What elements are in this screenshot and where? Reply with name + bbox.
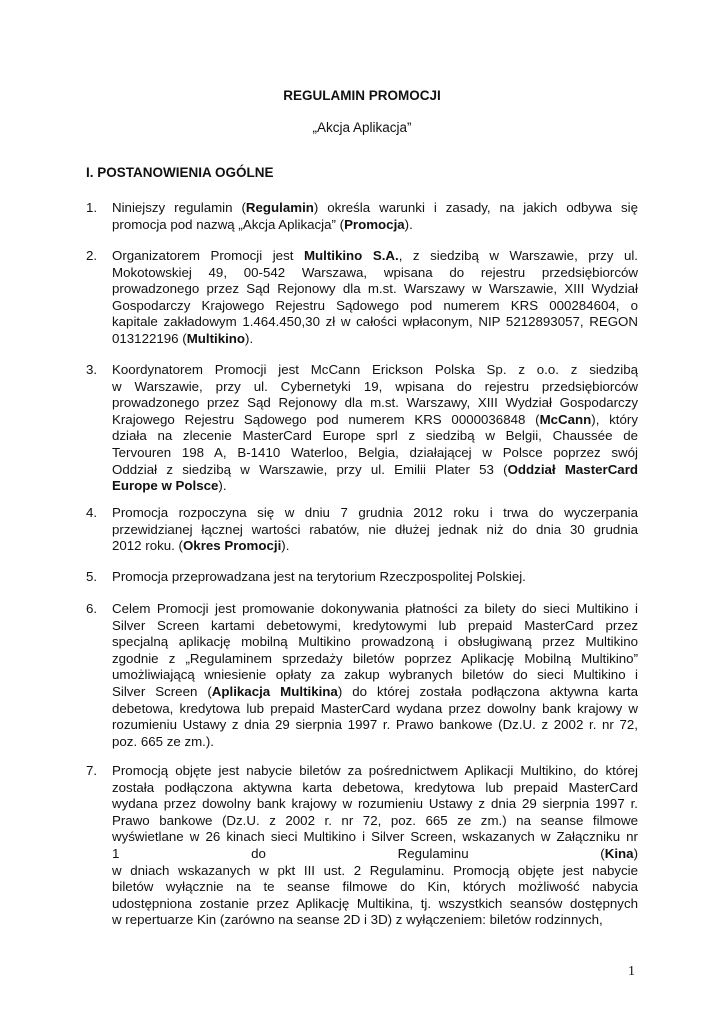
defined-term: Europe w Polsce bbox=[112, 478, 219, 494]
text-line bbox=[112, 780, 638, 797]
text-segment: prowadzonego przez Sąd Rejonowy dla m.st. Warszawy w Warszawie, XIII Wydział bbox=[112, 281, 638, 297]
text-segment: ). bbox=[218, 478, 227, 494]
text-segment: Silver Screen kartami debetowymi, kredytowymi lub prepaid MasterCard przez bbox=[112, 617, 638, 633]
list-item bbox=[86, 362, 638, 495]
text-line bbox=[112, 331, 638, 348]
text-line bbox=[112, 522, 638, 539]
text-segment: biletów wyłącznie na te seanse filmowe do Kin, których możliwość nabycia bbox=[112, 879, 638, 895]
text-segment: prowadzonego przez Sąd Rejonowy dla m.st. Warszawy, XIII Wydział Gospodarczy bbox=[112, 395, 638, 411]
text-line bbox=[112, 829, 638, 846]
text-segment: ). bbox=[404, 216, 413, 232]
text-line bbox=[112, 601, 638, 618]
text-line bbox=[112, 505, 638, 522]
text-segment: kapitale zakładowym 1.464.450,30 zł w całości wpłaconym, NIP 5212893057, REGON bbox=[112, 314, 638, 330]
text-segment: Tervouren 198 A, B-1410 Waterloo, Belgia, działającej w Polsce poprzez swój bbox=[112, 444, 638, 460]
text-line bbox=[112, 428, 638, 445]
list-item-number: 4. bbox=[86, 505, 98, 520]
text-line bbox=[112, 248, 638, 265]
text-segment: , z siedzibą w Warszawie, przy ul. bbox=[398, 248, 638, 263]
text-segment: debetowa, kredytowa lub prepaid MasterCard wydana przez dowolny bank krajowy w bbox=[112, 700, 638, 716]
list-item bbox=[86, 569, 638, 586]
list-item-text bbox=[112, 200, 638, 233]
text-line bbox=[112, 879, 638, 896]
text-segment: Mokotowskiej 49, 00-542 Warszawa, wpisana do rejestru przedsiębiorców bbox=[112, 264, 638, 280]
text-line bbox=[112, 651, 638, 668]
list-item-text bbox=[112, 601, 638, 750]
text-segment: Krajowego Rejestru Sądowego pod numerem KRS 0000036848 ( bbox=[112, 411, 540, 427]
list-item-text bbox=[112, 763, 638, 929]
defined-term: Promocja bbox=[344, 216, 405, 232]
text-line bbox=[112, 634, 638, 651]
text-segment: 2012 roku. ( bbox=[112, 538, 183, 554]
text-segment: Oddział z siedzibą w Warszawie, przy ul. Emilii Plater 53 ( bbox=[112, 461, 508, 477]
text-line bbox=[112, 618, 638, 635]
text-segment: Niniejszy regulamin ( bbox=[112, 200, 246, 215]
text-segment: ) do której została podłączona aktywna karta bbox=[337, 683, 638, 699]
text-segment: Gospodarczy Krajowego Rejestru Sądowego pod numerem KRS 000284604, o bbox=[112, 297, 638, 313]
text-line bbox=[112, 796, 638, 813]
text-line bbox=[112, 912, 638, 929]
list-item-text bbox=[112, 248, 638, 348]
text-line bbox=[112, 281, 638, 298]
list-item-number: 6. bbox=[86, 601, 98, 616]
text-line bbox=[112, 734, 638, 751]
text-segment: Organizatorem Promocji jest bbox=[112, 248, 304, 263]
text-segment: promocja pod nazwą „Akcja Aplikacja” ( bbox=[112, 216, 345, 232]
text-segment: Prawo bankowe (Dz.U. z 2002 r. nr 72, poz. 665 ze zm.) na seanse filmowe bbox=[112, 812, 638, 828]
text-line bbox=[112, 896, 638, 913]
text-line bbox=[112, 846, 638, 863]
list-item bbox=[86, 200, 638, 233]
text-line bbox=[112, 200, 638, 217]
document-title: REGULAMIN PROMOCJI bbox=[283, 88, 441, 103]
text-segment: ). bbox=[245, 330, 254, 346]
text-segment: działa na zlecenie MasterCard Europe sprl z siedzibą w Belgii, Chaussée de bbox=[112, 428, 638, 444]
text-segment: udostępniona zostanie przez Aplikację Multikina, tj. wszystkich seansów dostępnych bbox=[112, 895, 638, 911]
text-segment: specjalną aplikację mobilną Multikino prowadzoną i obsługiwaną przez Multikino bbox=[112, 634, 638, 650]
list-item-number: 1. bbox=[86, 200, 98, 215]
page-number: 1 bbox=[628, 964, 635, 979]
text-segment: umożliwiającą wniesienie opłaty za zakup wybranych biletów do sieci Multikino i bbox=[112, 667, 638, 683]
text-line bbox=[112, 813, 638, 830]
text-segment: została podłączona aktywna karta debetowa, kredytowa lub prepaid MasterCard bbox=[112, 779, 638, 795]
text-segment: w repertuarze Kin (zarówno na seanse 2D i 3D) z wyłączeniem: biletów rodzinnych, bbox=[112, 912, 603, 928]
text-line bbox=[112, 412, 638, 429]
text-line bbox=[112, 395, 638, 412]
text-line bbox=[112, 667, 638, 684]
defined-term: McCann bbox=[539, 411, 592, 427]
text-segment: rozumieniu Ustawy z dnia 29 sierpnia 1997 r. Prawo bankowe (Dz.U. z 2002 r. nr 72, bbox=[112, 717, 638, 733]
text-segment: ) bbox=[633, 845, 638, 861]
defined-term: Regulamin bbox=[245, 200, 314, 215]
text-segment: wydana przez dowolny bank krajowy w rozumieniu Ustawy z dnia 29 sierpnia 1997 r. bbox=[112, 796, 638, 812]
text-segment: poz. 665 ze zm.). bbox=[112, 733, 214, 749]
document-subtitle: „Akcja Aplikacja” bbox=[312, 120, 412, 135]
text-line bbox=[112, 445, 638, 462]
text-line bbox=[112, 717, 638, 734]
list-item bbox=[86, 505, 638, 555]
text-line bbox=[112, 265, 638, 282]
list-item-text bbox=[112, 505, 638, 555]
text-line bbox=[112, 217, 638, 234]
text-segment: ), który bbox=[591, 411, 638, 427]
text-segment: w dniach wskazanych w pkt III ust. 2 Regulaminu. Promocją objęte jest nabycie bbox=[112, 862, 638, 878]
text-segment: ). bbox=[281, 538, 290, 554]
text-segment: Promocją objęte jest nabycie biletów za pośrednictwem Aplikacji Multikino, do której bbox=[112, 763, 638, 778]
text-line bbox=[112, 314, 638, 331]
list-item-number: 2. bbox=[86, 248, 98, 263]
defined-term: Multikino bbox=[186, 330, 246, 346]
section-heading: I. POSTANOWIENIA OGÓLNE bbox=[86, 165, 274, 180]
text-line bbox=[112, 538, 638, 555]
text-line bbox=[112, 379, 638, 396]
text-segment: 1 do Regulaminu ( bbox=[112, 845, 605, 861]
list-item-text bbox=[112, 569, 638, 586]
text-line bbox=[112, 362, 638, 379]
text-line bbox=[112, 763, 638, 780]
defined-term: Aplikacja Multikina bbox=[211, 683, 338, 699]
text-segment: Koordynatorem Promocji jest McCann Erickson Polska Sp. z o.o. z siedzibą bbox=[112, 362, 638, 377]
list-item bbox=[86, 248, 638, 348]
text-segment: Promocja rozpoczyna się w dniu 7 grudnia 2012 roku i trwa do wyczerpania bbox=[112, 505, 638, 520]
text-line bbox=[112, 298, 638, 315]
text-line bbox=[112, 462, 638, 479]
text-line bbox=[112, 863, 638, 880]
text-segment: Promocja przeprowadzana jest na terytorium Rzeczpospolitej Polskiej. bbox=[112, 569, 526, 584]
defined-term: Multikino S.A. bbox=[303, 248, 399, 263]
text-line bbox=[112, 701, 638, 718]
text-line bbox=[112, 569, 638, 586]
text-segment: 013122196 ( bbox=[112, 330, 187, 346]
text-segment: ) określa warunki i zasady, na jakich odbywa się bbox=[313, 200, 639, 215]
defined-term: Kina bbox=[604, 845, 634, 861]
text-line bbox=[112, 478, 638, 495]
text-segment: Silver Screen ( bbox=[112, 683, 212, 699]
list-item bbox=[86, 763, 638, 929]
text-segment: w Warszawie, przy ul. Cybernetyki 19, wpisana do rejestru przedsiębiorców bbox=[112, 378, 638, 394]
text-line bbox=[112, 684, 638, 701]
text-segment: zgodnie z „Regulaminem sprzedaży biletów poprzez Aplikację Mobilną Multikino” bbox=[112, 650, 638, 666]
list-item-text bbox=[112, 362, 638, 495]
list-item-number: 5. bbox=[86, 569, 98, 584]
text-segment: Celem Promocji jest promowanie dokonywania płatności za bilety do sieci Multikino i bbox=[112, 601, 638, 616]
text-segment: wyświetlane w 26 kinach sieci Multikino i Silver Screen, wskazanych w Załączniku nr bbox=[112, 829, 638, 845]
defined-term: Oddział MasterCard bbox=[507, 461, 638, 477]
defined-term: Okres Promocji bbox=[182, 538, 282, 554]
text-segment: przewidzianej łącznej wartości rabatów, nie dłużej jednak niż do dnia 30 grudnia bbox=[112, 521, 638, 537]
list-item-number: 7. bbox=[86, 763, 98, 778]
list-item bbox=[86, 601, 638, 750]
list-item-number: 3. bbox=[86, 362, 98, 377]
